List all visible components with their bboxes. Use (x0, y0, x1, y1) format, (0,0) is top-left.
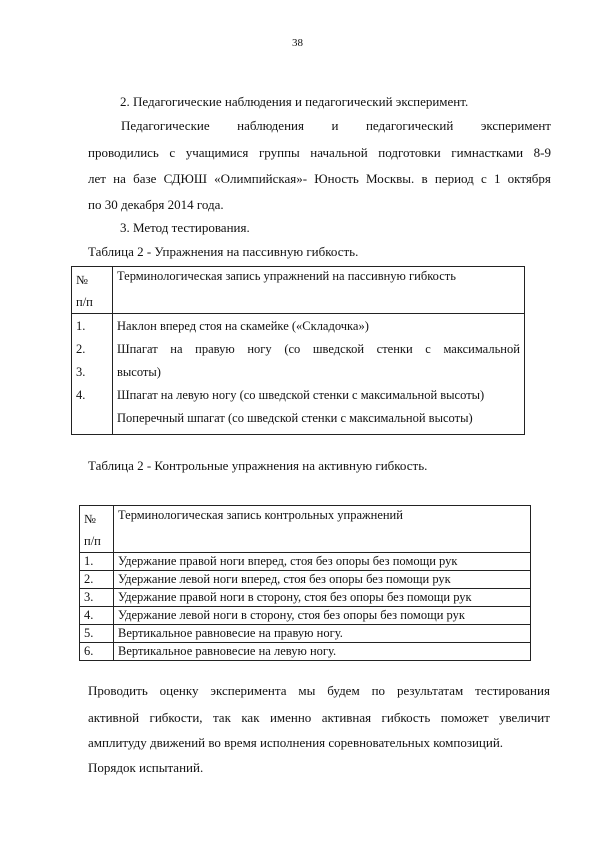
exercise-text (117, 338, 520, 361)
word: лет (88, 171, 106, 186)
paragraph-2-line-1 (88, 683, 550, 699)
word: эксперимент (480, 118, 551, 133)
exercise-text: Шпагат на левую ногу (со шведской стенки с максимальной высоты) (117, 388, 485, 402)
word: эксперимента (210, 683, 287, 698)
word: СДЮШ (163, 171, 207, 186)
word: базе (133, 171, 157, 186)
word: мы (298, 683, 316, 698)
word: Москвы. (366, 171, 415, 186)
word: по (371, 683, 386, 698)
row-number: 2. (80, 571, 114, 589)
word: шведской (312, 342, 365, 356)
word: (со (284, 342, 301, 356)
word: подготовки (378, 145, 441, 160)
table-row (80, 571, 531, 589)
table-1-caption: Таблица 2 - Упражнения на пассивную гибкость. (88, 244, 359, 259)
table-row (80, 607, 531, 625)
word: в (421, 171, 428, 186)
word: как (241, 710, 260, 725)
row-number: 3. (76, 365, 86, 379)
table-header-row (80, 506, 531, 553)
word: активная (321, 710, 372, 725)
word: гибкости, (149, 710, 203, 725)
table-row (80, 625, 531, 643)
word: ногу (247, 342, 272, 356)
section-heading-testing: 3. Метод тестирования. (120, 220, 250, 235)
word: октября (507, 171, 551, 186)
word: «Олимпийская»- (214, 171, 308, 186)
word: максимальной (443, 342, 520, 356)
row-number: 4. (76, 388, 86, 402)
word: период (434, 171, 474, 186)
word: с (169, 145, 176, 160)
word: именно (269, 710, 312, 725)
row-number: 6. (80, 643, 114, 661)
table-body-row (72, 314, 525, 435)
paragraph-2-line-2 (88, 710, 550, 726)
word: группы (258, 145, 300, 160)
word: гибкость (381, 710, 431, 725)
word: 8-9 (533, 145, 551, 160)
paragraph-2-line-4: Порядок испытаний. (88, 760, 204, 775)
word: поможет (440, 710, 489, 725)
exercise-text: Удержание правой ноги в сторону, стоя без опоры без помощи рук (114, 589, 531, 607)
row-number: 2. (76, 342, 86, 356)
exercise-text: Удержание левой ноги вперед, стоя без опоры без помощи рук (114, 571, 531, 589)
paragraph-1-line-4: по 30 декабря 2014 года. (88, 197, 224, 212)
table-header-row (72, 267, 525, 314)
row-number: 4. (80, 607, 114, 625)
word: Юность (314, 171, 359, 186)
word: увеличит (498, 710, 550, 725)
word: наблюдения (237, 118, 304, 133)
row-number: 3. (80, 589, 114, 607)
exercise-text: Удержание правой ноги вперед, стоя без опоры без помощи рук (114, 553, 531, 571)
word: Педагогические (121, 118, 210, 133)
word: так (212, 710, 231, 725)
word: оценку (159, 683, 199, 698)
page-number: 38 (292, 37, 303, 49)
word: тестирования (475, 683, 550, 698)
word: с (425, 342, 431, 356)
word: начальной (310, 145, 368, 160)
paragraph-2-line-3: амплитуду движений во время исполнения соревновательных композиций. (88, 735, 504, 750)
word: на (170, 342, 183, 356)
table-row (80, 643, 531, 661)
word: педагогический (365, 118, 454, 133)
word: активной (88, 710, 140, 725)
word: проводились (88, 145, 159, 160)
word: и (331, 118, 339, 133)
passive-flexibility-table (71, 266, 525, 435)
word: на (113, 171, 126, 186)
word: с (480, 171, 487, 186)
word: гимнастками (451, 145, 524, 160)
exercise-text: Поперечный шпагат (со шведской стенки с максимальной высоты) (117, 411, 473, 425)
row-number: 1. (80, 553, 114, 571)
table-row (80, 553, 531, 571)
active-flexibility-table (79, 505, 531, 661)
exercise-text: Наклон вперед стоя на скамейке («Складочка») (117, 319, 369, 333)
paragraph-1-line-1 (121, 118, 551, 134)
header-title-cell: Терминологическая запись контрольных упражнений (114, 506, 531, 553)
paragraph-1-line-3 (88, 171, 551, 187)
table-2-caption: Таблица 2 - Контрольные упражнения на активную гибкость. (88, 458, 428, 473)
word: стенки (376, 342, 413, 356)
header-title-cell: Терминологическая запись упражнений на пассивную гибкость (113, 267, 525, 314)
exercise-text: Вертикальное равновесие на правую ногу. (114, 625, 531, 643)
exercise-text: Удержание левой ноги в сторону, стоя без опоры без помощи рук (114, 607, 531, 625)
row-number: 1. (76, 319, 86, 333)
word: правую (195, 342, 235, 356)
word: Шпагат (117, 342, 158, 356)
word: Проводить (88, 683, 148, 698)
section-heading-observations: 2. Педагогические наблюдения и педагогический эксперимент. (120, 94, 469, 109)
exercise-column (113, 314, 525, 435)
header-number-cell: № п/п (80, 506, 114, 553)
header-number-cell: № п/п (72, 267, 113, 314)
exercise-text: высоты) (117, 365, 161, 379)
exercise-text: Вертикальное равновесие на левую ногу. (114, 643, 531, 661)
word: 1 (493, 171, 501, 186)
number-column (72, 314, 113, 435)
row-number: 5. (80, 625, 114, 643)
word: учащимися (185, 145, 249, 160)
word: будем (327, 683, 360, 698)
word: результатам (396, 683, 464, 698)
table-row (80, 589, 531, 607)
paragraph-1-line-2 (88, 145, 551, 161)
